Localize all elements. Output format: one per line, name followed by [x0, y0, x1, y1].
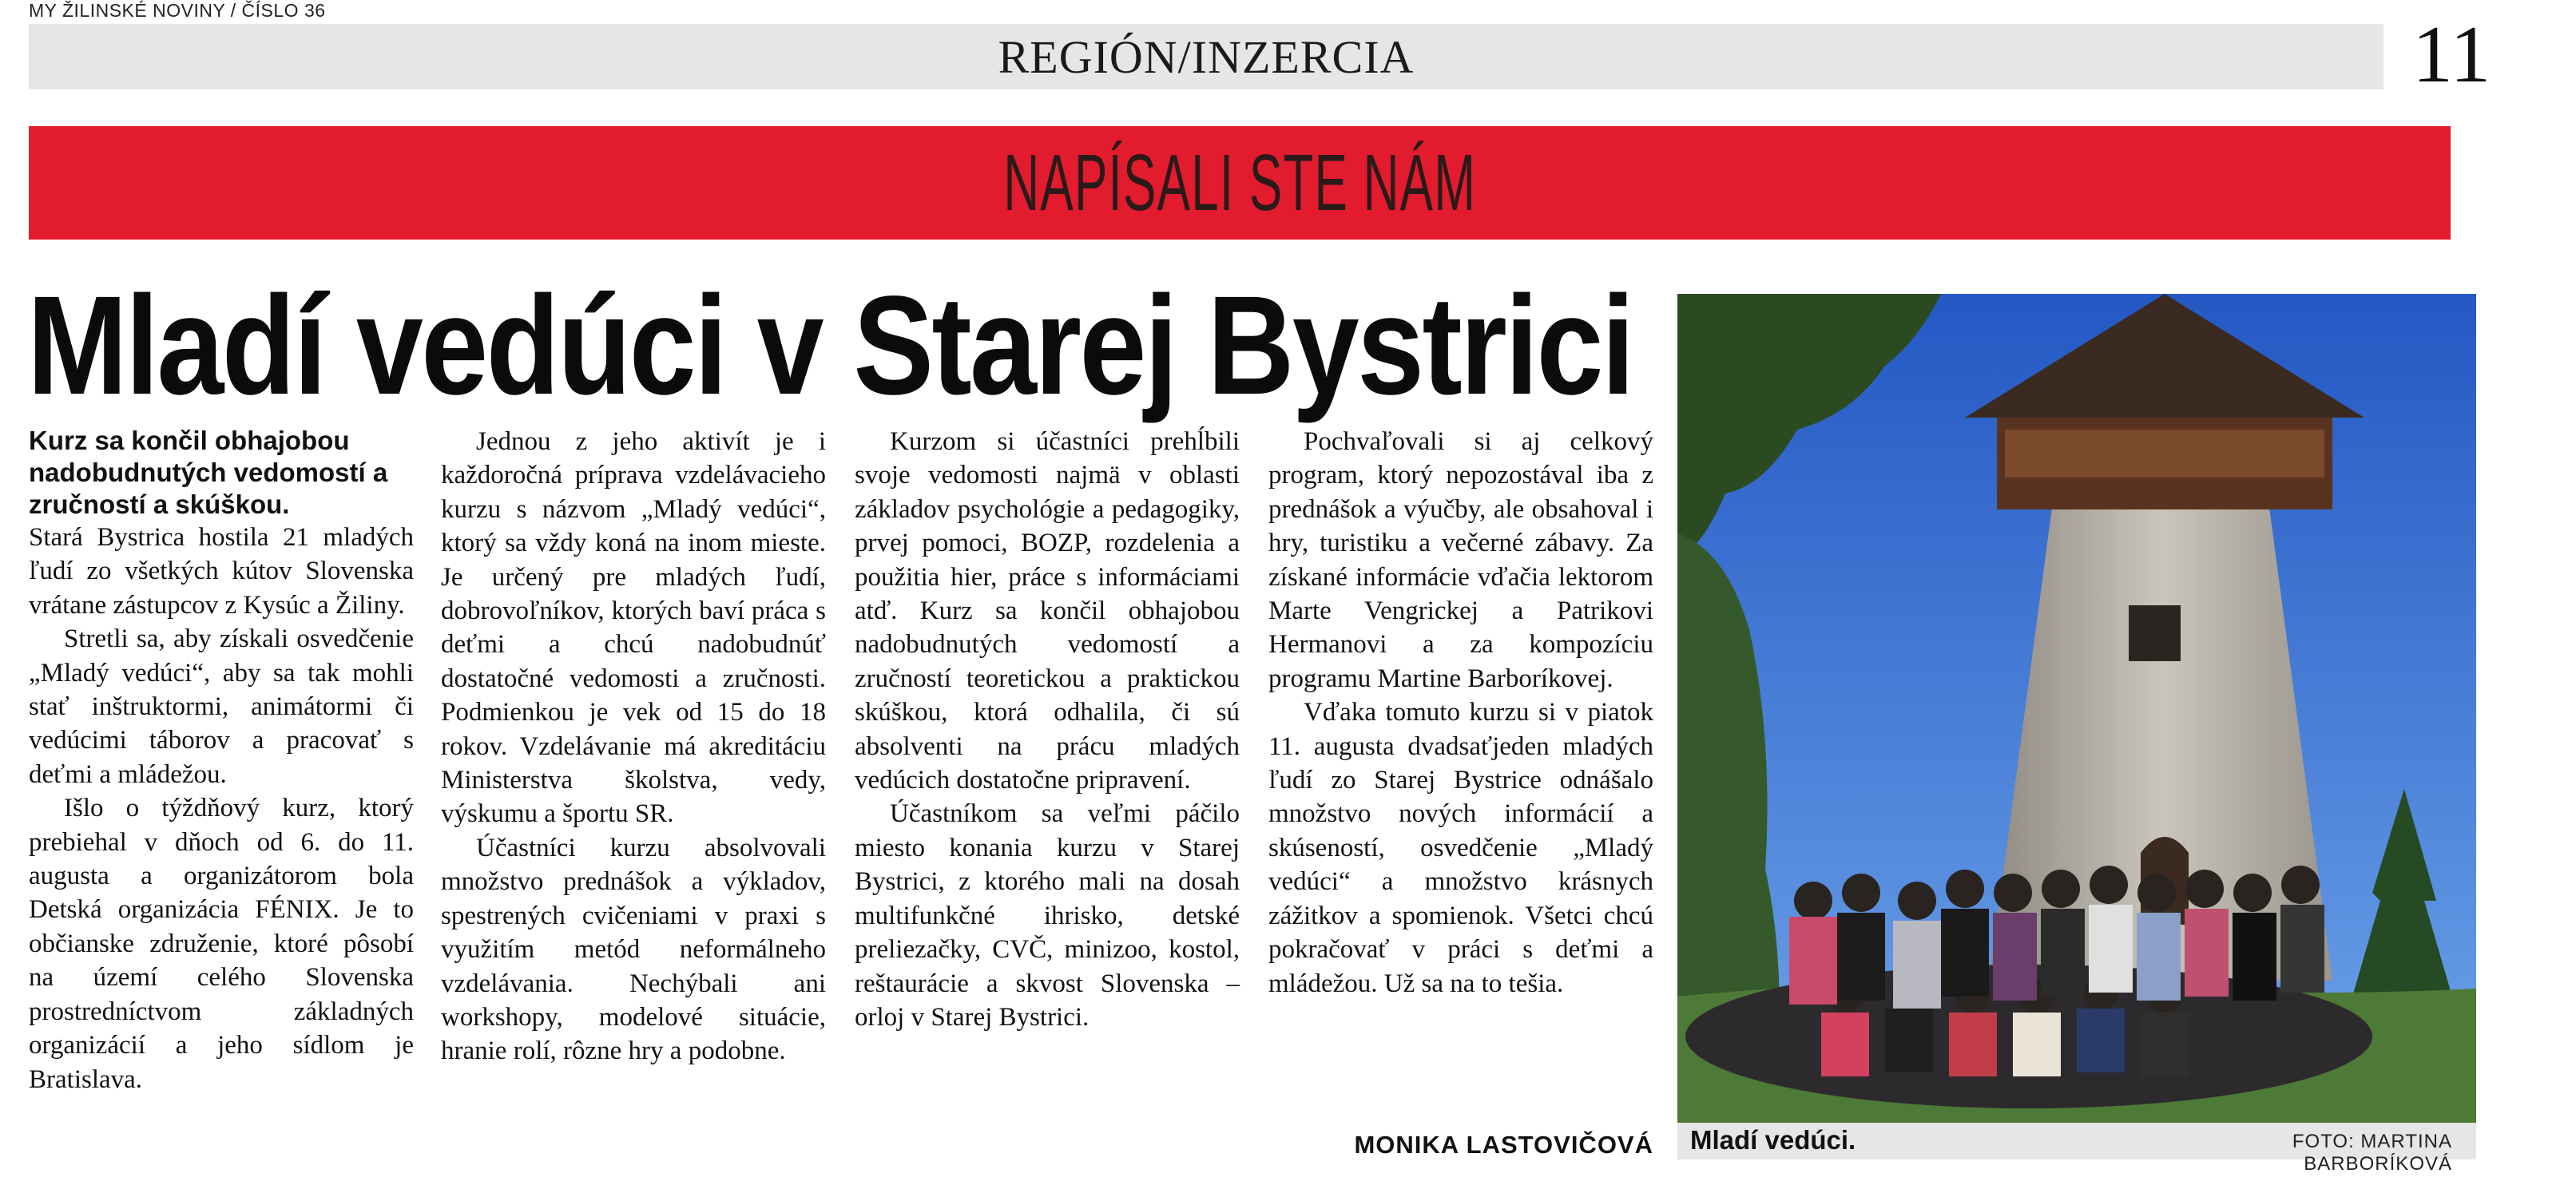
- rubric-banner: [29, 126, 2451, 240]
- article-column-1: [29, 425, 414, 1096]
- paragraph-8: Pochvaľovali si aj celkový program, ktorý nepozostával iba z prednášok a výučby, ale obsahoval i hry, turistiku a večerné zábavy. Za získané informácie vďačia lektorom Marte Vengrickej a Patrikovi Hermanovi a za kompozíciu programu Martine Barboríkovej.: [1268, 427, 1653, 693]
- photo-caption: Mladí vedúci.: [1690, 1125, 1856, 1155]
- paragraph-5: Účastníci kurzu absolvovali množstvo prednášok a výkladov, spestrených cvičeniami v praxi s využitím metód neformálneho vzdelávania. Nechýbali ani workshopy, modelové situácie, hranie rolí, rôzne hry a podobne.: [441, 833, 826, 1066]
- paragraph-9: Vďaka tomuto kurzu si v piatok 11. augusta dvadsaťjeden mladých ľudí zo Starej Bystrice odnášalo množstvo nových informácií a skúseností, osvedčenie „Mladý vedúci“ a množstvo krásnych zážitkov a spomienok. Všetci chcú pokračovať v práci s deťmi a mládežou. Už sa na to tešia.: [1268, 698, 1653, 998]
- paragraph-2: Stretli sa, aby získali osvedčenie „Mladý vedúci“, aby sa tak mohli stať inštruktormi, animátormi či vedúcimi táborov a pracovať s deťmi a mládežou.: [29, 624, 414, 789]
- article-lead: Kurz sa končil obhajobou nadobudnutých vedomostí a zručností a skúškou.: [29, 426, 388, 519]
- paragraph-6: Kurzom si účastníci prehĺbili svoje vedomosti najmä v oblasti základov psychológie a pedagogiky, prvej pomoci, BOZP, rozdelenia a použitia hier, práce s informáciami atď. Kurz sa končil obhajobou nadobudnutých vedomostí a zručností teoretickou a praktickou skúškou, ktorá odhalila, či sú absolventi na prácu mladých vedúcich dostatočne pripravení.: [855, 427, 1240, 795]
- tower-group-illustration: [1677, 294, 2476, 1123]
- section-title: REGIÓN/INZERCIA: [998, 30, 1415, 83]
- article-column-3: [855, 425, 1240, 1034]
- tower-window: [2129, 605, 2181, 661]
- headline: Mladí vedúci v Starej Bystrici: [27, 268, 1633, 424]
- section-bar: [29, 24, 2383, 89]
- article-photo: [1677, 294, 2476, 1123]
- author-byline: MONIKA LASTOVIČOVÁ: [1354, 1131, 1653, 1159]
- paragraph-3: Išlo o týždňový kurz, ktorý prebiehal v dňoch od 6. do 11. augusta a organizátorom bola Detská organizácia FÉNIX. Je to občianske združenie, ktoré pôsobí na území celého Slovenska prostredníctvom základných organizácií a jeho sídlom je Bratislava.: [29, 794, 414, 1094]
- article-column-2: [441, 425, 826, 1068]
- article-column-4: [1268, 425, 1653, 1001]
- page-number: 11: [2412, 10, 2491, 100]
- paragraph-7: Účastníkom sa veľmi páčilo miesto konania kurzu v Starej Bystrici, z ktorého mali na dosah multifunkčné ihrisko, detské preliezačky, CVČ, minizoo, kostol, reštaurácie a skvost Slovenska – orloj v Starej Bystrici.: [855, 799, 1240, 1032]
- gallery-railing: [2005, 430, 2324, 478]
- rubric-title: NAPÍSALI STE NÁM: [1003, 137, 1476, 228]
- paragraph-1: Stará Bystrica hostila 21 mladých ľudí zo všetkých kútov Slovenska vrátane zástupcov z Kysúc a Žiliny.: [29, 523, 414, 620]
- masthead: MY ŽILINSKÉ NOVINY / ČÍSLO 36: [29, 0, 326, 21]
- paragraph-4: Jednou z jeho aktivít je i každoročná príprava vzdelávacieho kurzu s názvom „Mladý vedúci“, ktorý sa vždy koná na inom mieste. Je určený pre mladých ľudí, dobrovoľníkov, ktorých baví práca s deťmi a chcú nadobudnúť dostatočné vedomosti a zručnosti. Podmienkou je vek od 15 do 18 rokov. Vzdelávanie má akreditáciu Ministerstva školstva, vedy, výskumu a športu SR.: [441, 427, 826, 829]
- photo-credit: FOTO: MARTINA BARBORÍKOVÁ: [2292, 1131, 2452, 1175]
